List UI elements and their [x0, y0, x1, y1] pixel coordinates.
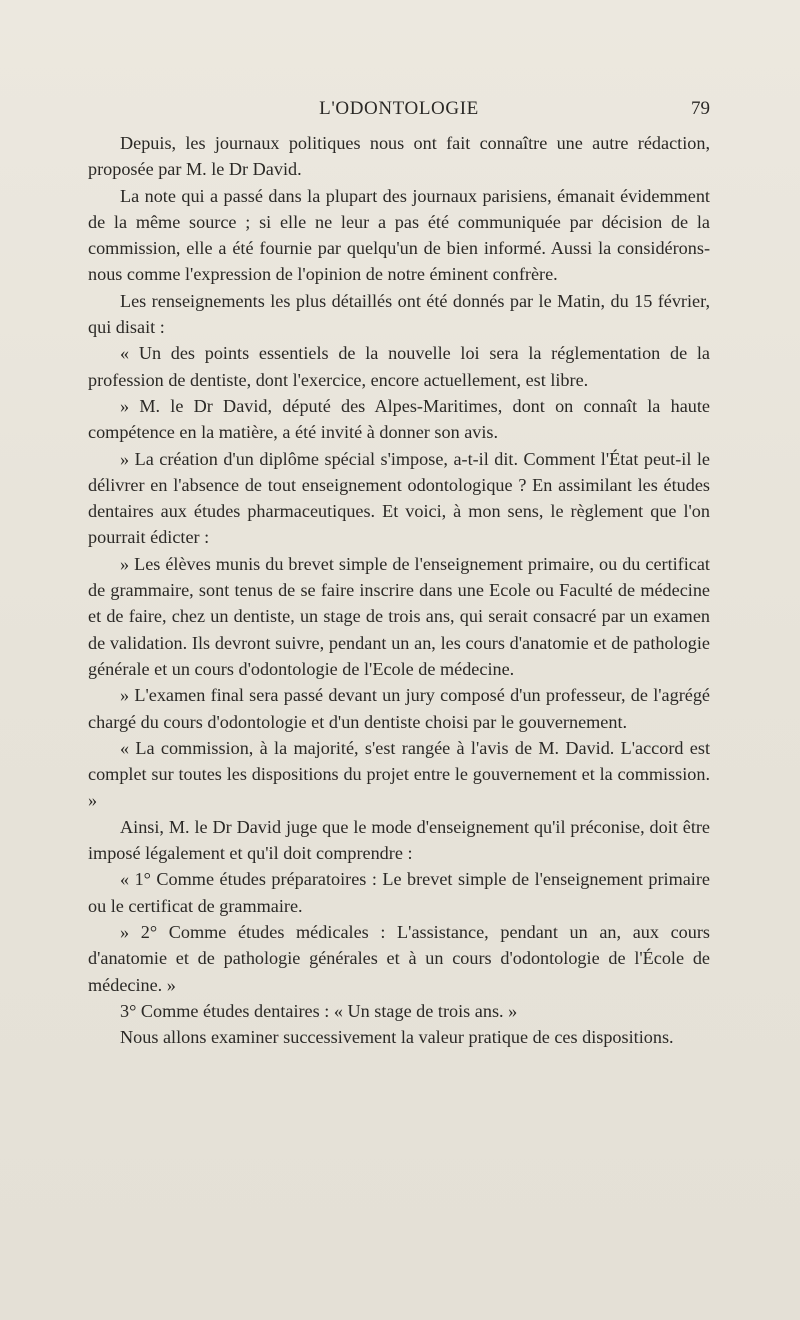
paragraph: Depuis, les journaux politiques nous ont fait connaître une autre rédaction, proposée par M. le Dr David.: [88, 133, 710, 180]
paragraph: Les renseignements les plus détaillés ont été donnés par le Matin, du 15 février, qui disait :: [88, 290, 710, 338]
body-text: [88, 130, 710, 1050]
paragraph: » 2° Comme études médicales : L'assistance, pendant un an, aux cours d'anatomie et de pathologie générales et à un cours d'odontologie de l'École de médecine. »: [88, 921, 710, 995]
paragraph: « La commission, à la majorité, s'est rangée à l'avis de M. David. L'accord est complet sur toutes les dispositions du projet entre le gouvernement et la commission. »: [88, 737, 710, 811]
paragraph: 3° Comme études dentaires : « Un stage de trois ans. »: [120, 1000, 518, 1021]
running-title: L'ODONTOLOGIE: [319, 98, 479, 119]
paragraph: « 1° Comme études préparatoires : Le brevet simple de l'enseignement primaire ou le certificat de grammaire.: [88, 869, 710, 916]
paragraph: Nous allons examiner successivement la valeur pratique de ces dispositions.: [120, 1027, 674, 1048]
paragraph: « Un des points essentiels de la nouvelle loi sera la réglementation de la profession de dentiste, dont l'exercice, encore actuellement, est libre.: [88, 343, 710, 390]
paragraph: » L'examen final sera passé devant un jury composé d'un professeur, de l'agrégé chargé du cours d'odontologie et d'un dentiste choisi par le gouvernement.: [88, 685, 710, 732]
page-header: [88, 98, 710, 124]
paragraph: » Les élèves munis du brevet simple de l'enseignement primaire, ou du certificat de grammaire, sont tenus de se faire inscrire dans une Ecole ou Faculté de médecine et de faire, chez un dentiste, un stage de trois ans, qui serait consacré par un examen de validation. Ils devront suivre, pendant un an, les cours d'anatomie et de pathologie générale et un cours d'odontologie de l'Ecole de médecine.: [88, 553, 710, 679]
paragraph: La note qui a passé dans la plupart des journaux parisiens, émanait évidemment de la même source ; si elle ne leur a pas été communiquée par décision de la commission, elle a été fournie par quelqu'un de bien informé. Aussi la considérons-nous comme l'expression de l'opinion de notre éminent confrère.: [88, 185, 710, 285]
paragraph: » La création d'un diplôme spécial s'impose, a-t-il dit. Comment l'État peut-il le délivrer en l'absence de tout enseignement odontologique ? En assimilant les études dentaires aux études pharmaceutiques. Et voici, à mon sens, le règlement que l'on pourrait édicter :: [88, 448, 710, 548]
paragraph: » M. le Dr David, député des Alpes-Maritimes, dont on connaît la haute compétence en la matière, a été invité à donner son avis.: [88, 395, 710, 443]
paragraph: Ainsi, M. le Dr David juge que le mode d'enseignement qu'il préconise, doit être imposé légalement et qu'il doit comprendre :: [88, 816, 710, 864]
page-number: 79: [691, 98, 710, 119]
